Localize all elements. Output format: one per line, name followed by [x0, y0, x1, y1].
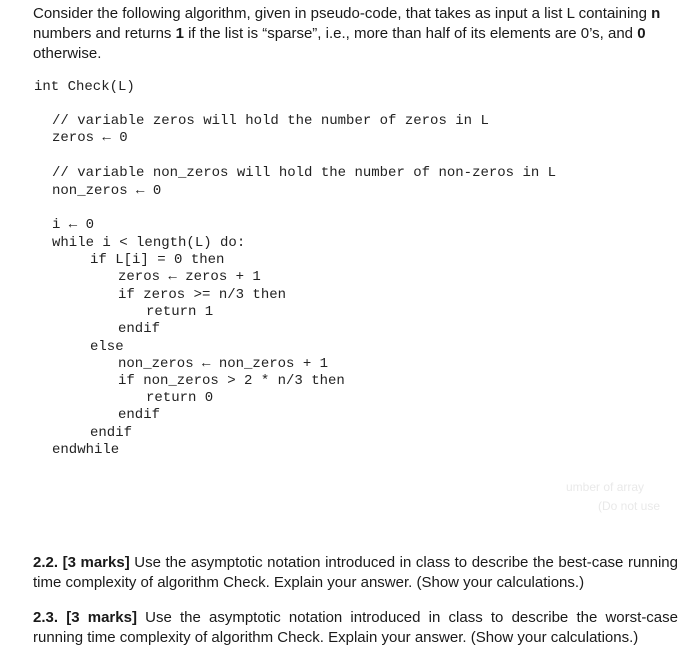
question-2-3	[33, 608, 678, 648]
intro-text: numbers and returns	[33, 25, 176, 42]
code-line: // variable zeros will hold the number of zeros in L	[52, 113, 489, 129]
faded-background-text: umber of array	[566, 480, 645, 494]
intro-text: if the list is “sparse”, i.e., more than half of its elements are 0’s, and	[183, 25, 638, 42]
code-line: if zeros >= n/3 then	[118, 287, 287, 303]
faded-background-text: (Do not use	[598, 499, 661, 513]
intro-n: n	[651, 5, 661, 22]
code-line: endif	[118, 407, 161, 423]
intro-text: Consider the following algorithm, given in pseudo-code, that takes as input a list L containing	[33, 5, 652, 22]
code-line: // variable non_zeros will hold the number of non-zeros in L	[52, 165, 557, 181]
intro-text: otherwise.	[33, 45, 102, 62]
problem-statement	[33, 4, 683, 64]
code-line: non_zeros ← 0	[52, 183, 162, 199]
code-line: while i < length(L) do:	[52, 235, 246, 251]
question-text: Use the asymptotic notation introduced in class to describe the best-case running time complexity of algorithm Check. Explain your answer. (Show your calculations.)	[33, 554, 678, 591]
code-line: return 0	[146, 390, 214, 406]
question-marks: [3 marks]	[66, 609, 137, 626]
code-line: endif	[90, 425, 133, 441]
code-line: else	[90, 339, 124, 355]
question-number: 2.2.	[33, 554, 59, 571]
code-line: if L[i] = 0 then	[90, 252, 225, 268]
code-line: return 1	[146, 304, 214, 320]
code-line: i ← 0	[52, 217, 95, 233]
code-line: int Check(L)	[34, 79, 135, 95]
code-line: endif	[118, 321, 161, 337]
code-line: if non_zeros > 2 * n/3 then	[118, 373, 345, 389]
code-line: non_zeros ← non_zeros + 1	[118, 356, 329, 372]
question-number: 2.3.	[33, 609, 59, 626]
code-line: zeros ← zeros + 1	[118, 269, 261, 285]
question-marks: [3 marks]	[62, 554, 130, 571]
intro-one: 1	[175, 25, 184, 42]
question-text: Use the asymptotic notation introduced in class to describe the worst-case running time complexity of algorithm Check. Explain your answer. (Show your calculations.)	[33, 609, 678, 646]
intro-zero: 0	[637, 25, 646, 42]
code-line: endwhile	[52, 442, 120, 458]
question-2-2	[33, 553, 678, 593]
code-line: zeros ← 0	[52, 130, 128, 146]
